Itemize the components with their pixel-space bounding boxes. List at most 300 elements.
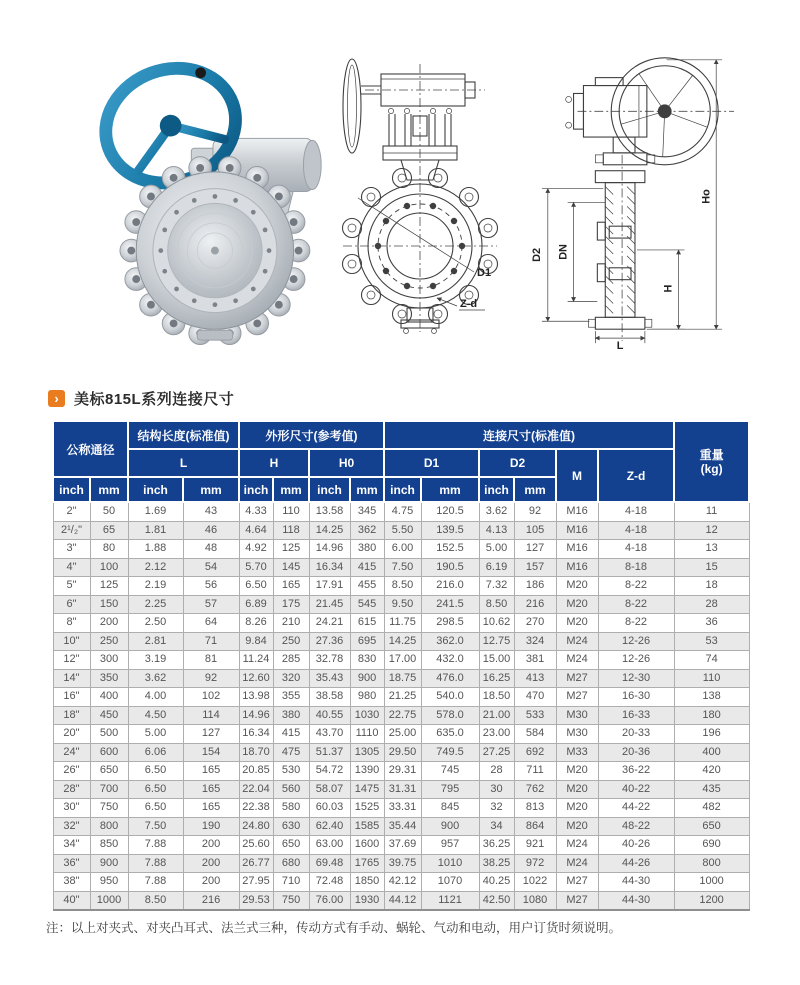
header-unit-inch: inch — [53, 477, 90, 502]
table-cell: 30 — [479, 780, 514, 799]
table-cell: 40-26 — [598, 836, 674, 855]
table-cell: 24.21 — [309, 614, 350, 633]
table-cell: 27.36 — [309, 632, 350, 651]
table-cell: 584 — [514, 725, 556, 744]
table-cell: 2.81 — [128, 632, 183, 651]
table-cell: 21.00 — [479, 706, 514, 725]
table-cell: 38.58 — [309, 688, 350, 707]
table-cell: 250 — [90, 632, 128, 651]
table-cell: 27.25 — [479, 743, 514, 762]
table-cell: 972 — [514, 854, 556, 873]
table-row — [53, 651, 749, 670]
table-cell: 127 — [514, 540, 556, 559]
table-cell: M16 — [556, 558, 598, 577]
table-cell: 11 — [674, 502, 749, 521]
table-cell: 71 — [183, 632, 239, 651]
table-cell: 12-26 — [598, 632, 674, 651]
table-cell: M30 — [556, 706, 598, 725]
table-cell: 37.69 — [384, 836, 421, 855]
table-header — [53, 421, 749, 502]
table-cell: 13.58 — [309, 502, 350, 521]
table-cell: 16" — [53, 688, 90, 707]
table-cell: 630 — [273, 817, 309, 836]
header-unit-inch: inch — [309, 477, 350, 502]
table-cell: 210 — [273, 614, 309, 633]
table-row — [53, 577, 749, 596]
table-cell: 22.38 — [239, 799, 273, 818]
table-cell: 6.50 — [128, 780, 183, 799]
table-cell: 2" — [53, 502, 90, 521]
table-cell: 1022 — [514, 873, 556, 892]
section-title — [48, 388, 234, 409]
table-cell: 1030 — [350, 706, 384, 725]
table-cell: 175 — [273, 595, 309, 614]
table-cell: 8.50 — [384, 577, 421, 596]
table-row — [53, 558, 749, 577]
table-cell: 475 — [273, 743, 309, 762]
table-cell: 20-36 — [598, 743, 674, 762]
table-cell: 745 — [421, 762, 479, 781]
table-row — [53, 762, 749, 781]
table-cell: 7.50 — [128, 817, 183, 836]
table-cell: 33.31 — [384, 799, 421, 818]
header-M: M — [556, 449, 598, 502]
table-cell: 14.96 — [309, 540, 350, 559]
table-cell: 13 — [674, 540, 749, 559]
table-cell: 36 — [674, 614, 749, 633]
table-cell: 186 — [514, 577, 556, 596]
table-cell: 362 — [350, 521, 384, 540]
table-row — [53, 688, 749, 707]
front-gearbox — [343, 59, 475, 153]
table-cell: 200 — [183, 873, 239, 892]
header-weight-line1: 重量 — [699, 447, 724, 462]
table-row — [53, 540, 749, 559]
table-cell: 830 — [350, 651, 384, 670]
dim-label-d1: D1 — [477, 267, 492, 279]
table-cell: 180 — [674, 706, 749, 725]
table-cell: 43 — [183, 502, 239, 521]
table-cell: 44-26 — [598, 854, 674, 873]
table-cell: 39.75 — [384, 854, 421, 873]
header-weight — [674, 421, 749, 502]
table-cell: 34" — [53, 836, 90, 855]
table-cell: 6.50 — [239, 577, 273, 596]
footnote: 注：以上对夹式、对夹凸耳式、法兰式三种，传动方式有手动、蜗轮、气动和电动，用户订货时须说明。 — [46, 921, 622, 935]
table-cell: 455 — [350, 577, 384, 596]
table-cell: 11.24 — [239, 651, 273, 670]
table-cell: 18.70 — [239, 743, 273, 762]
table-cell: 63.00 — [309, 836, 350, 855]
table-row — [53, 632, 749, 651]
table-cell: 4.92 — [239, 540, 273, 559]
table-cell: 44-22 — [598, 799, 674, 818]
valve-body — [136, 172, 293, 340]
header-outline-size: 外形尺寸(参考值) — [239, 421, 384, 449]
table-cell: 250 — [273, 632, 309, 651]
table-cell: 3.19 — [128, 651, 183, 670]
table-cell: 28 — [479, 762, 514, 781]
table-cell: 692 — [514, 743, 556, 762]
table-cell: 435 — [674, 780, 749, 799]
table-cell: 362.0 — [421, 632, 479, 651]
table-cell: 51.37 — [309, 743, 350, 762]
table-cell: 4-18 — [598, 521, 674, 540]
header-unit-inch: inch — [128, 477, 183, 502]
table-cell: 125 — [273, 540, 309, 559]
table-cell: 44-30 — [598, 873, 674, 892]
table-cell: 196 — [674, 725, 749, 744]
table-cell: 650 — [273, 836, 309, 855]
header-structure-length: 结构长度(标准值) — [128, 421, 239, 449]
table-cell: 1585 — [350, 817, 384, 836]
table-row — [53, 614, 749, 633]
table-cell: 750 — [90, 799, 128, 818]
table-cell: 7.50 — [384, 558, 421, 577]
table-cell: 26" — [53, 762, 90, 781]
table-row — [53, 817, 749, 836]
table-cell: 44.12 — [384, 891, 421, 910]
table-cell: 18.75 — [384, 669, 421, 688]
table-cell: 710 — [273, 873, 309, 892]
table-cell: 16.34 — [309, 558, 350, 577]
table-cell: 40.55 — [309, 706, 350, 725]
table-cell: 695 — [350, 632, 384, 651]
table-cell: 957 — [421, 836, 479, 855]
table-cell: 921 — [514, 836, 556, 855]
table-cell: 118 — [273, 521, 309, 540]
table-cell: 900 — [350, 669, 384, 688]
table-cell: 48-22 — [598, 817, 674, 836]
table-cell: 400 — [674, 743, 749, 762]
table-cell: 125 — [90, 577, 128, 596]
table-cell: M27 — [556, 873, 598, 892]
front-view-svg — [325, 50, 515, 338]
table-cell: 10" — [53, 632, 90, 651]
table-row — [53, 706, 749, 725]
table-cell: 22.04 — [239, 780, 273, 799]
table-cell: 1200 — [674, 891, 749, 910]
table-cell: 1305 — [350, 743, 384, 762]
table-cell: 216 — [514, 595, 556, 614]
table-cell: 57 — [183, 595, 239, 614]
table-cell: 32" — [53, 817, 90, 836]
table-cell: M33 — [556, 743, 598, 762]
table-row — [53, 743, 749, 762]
table-cell: 320 — [273, 669, 309, 688]
table-cell: M27 — [556, 891, 598, 910]
table-cell: 216.0 — [421, 577, 479, 596]
table-cell: 36.25 — [479, 836, 514, 855]
table-cell: 200 — [90, 614, 128, 633]
table-cell: 12-26 — [598, 651, 674, 670]
table-cell: 16-33 — [598, 706, 674, 725]
table-cell: 690 — [674, 836, 749, 855]
table-cell: 1930 — [350, 891, 384, 910]
table-cell: 540.0 — [421, 688, 479, 707]
header-D1: D1 — [384, 449, 479, 477]
header-unit-mm: mm — [90, 477, 128, 502]
table-cell: 381 — [514, 651, 556, 670]
table-cell: 35.43 — [309, 669, 350, 688]
table-cell: 345 — [350, 502, 384, 521]
table-cell: 1000 — [90, 891, 128, 910]
table-cell: 545 — [350, 595, 384, 614]
table-body — [53, 502, 749, 910]
table-cell: 6.89 — [239, 595, 273, 614]
table-cell: 2¹/₂" — [53, 521, 90, 540]
table-cell: 13.98 — [239, 688, 273, 707]
table-cell: 190 — [183, 817, 239, 836]
table-cell: 24" — [53, 743, 90, 762]
table-cell: 7.88 — [128, 836, 183, 855]
section-title-text: 美标815L系列连接尺寸 — [74, 391, 235, 408]
table-row — [53, 854, 749, 873]
table-cell: 600 — [90, 743, 128, 762]
table-cell: 482 — [674, 799, 749, 818]
table-cell: 120.5 — [421, 502, 479, 521]
table-cell: 900 — [90, 854, 128, 873]
table-cell: 38" — [53, 873, 90, 892]
table-cell: 864 — [514, 817, 556, 836]
table-cell: 12" — [53, 651, 90, 670]
table-cell: 60.03 — [309, 799, 350, 818]
table-cell: 476.0 — [421, 669, 479, 688]
table-cell: 415 — [350, 558, 384, 577]
table-cell: 5.50 — [384, 521, 421, 540]
table-cell: 355 — [273, 688, 309, 707]
table-cell: 50 — [90, 502, 128, 521]
table-row — [53, 799, 749, 818]
table-cell: 3" — [53, 540, 90, 559]
table-cell: 380 — [273, 706, 309, 725]
table-row — [53, 669, 749, 688]
header-D2: D2 — [479, 449, 556, 477]
header-weight-line2: (kg) — [700, 461, 723, 476]
table-cell: 4.75 — [384, 502, 421, 521]
table-cell: 40.25 — [479, 873, 514, 892]
table-cell: 1010 — [421, 854, 479, 873]
table-cell: 28 — [674, 595, 749, 614]
table-cell: 1390 — [350, 762, 384, 781]
table-cell: 12-30 — [598, 669, 674, 688]
table-cell: 30" — [53, 799, 90, 818]
table-cell: 58.07 — [309, 780, 350, 799]
table-cell: M20 — [556, 780, 598, 799]
table-cell: 76.00 — [309, 891, 350, 910]
table-cell: 700 — [90, 780, 128, 799]
table-cell: 80 — [90, 540, 128, 559]
valve-photo-svg — [95, 42, 325, 347]
table-cell: 635.0 — [421, 725, 479, 744]
table-cell: 8-22 — [598, 577, 674, 596]
table-cell: 12 — [674, 521, 749, 540]
side-dim-dn — [558, 202, 606, 301]
table-cell: 533 — [514, 706, 556, 725]
table-cell: 4-18 — [598, 502, 674, 521]
table-cell: M27 — [556, 669, 598, 688]
header-unit-mm: mm — [514, 477, 556, 502]
table-cell: 6.50 — [128, 799, 183, 818]
table-cell: 980 — [350, 688, 384, 707]
table-cell: 14" — [53, 669, 90, 688]
table-cell: M20 — [556, 762, 598, 781]
table-cell: 2.50 — [128, 614, 183, 633]
table-cell: 15 — [674, 558, 749, 577]
table-cell: 190.5 — [421, 558, 479, 577]
table-cell: 8-18 — [598, 558, 674, 577]
table-cell: 850 — [90, 836, 128, 855]
table-cell: 950 — [90, 873, 128, 892]
table-cell: 800 — [674, 854, 749, 873]
table-cell: 1110 — [350, 725, 384, 744]
table-cell: 29.50 — [384, 743, 421, 762]
table-cell: 105 — [514, 521, 556, 540]
table-cell: 5.00 — [479, 540, 514, 559]
table-cell: 415 — [273, 725, 309, 744]
table-row — [53, 780, 749, 799]
table-cell: 8-22 — [598, 595, 674, 614]
valve-photo — [95, 42, 325, 347]
dim-label-h: H — [662, 284, 675, 293]
table-cell: 138 — [674, 688, 749, 707]
table-cell: 200 — [183, 836, 239, 855]
table-cell: 578.0 — [421, 706, 479, 725]
table-cell: 1475 — [350, 780, 384, 799]
header-Zd: Z-d — [598, 449, 674, 502]
table-cell: 795 — [421, 780, 479, 799]
table-cell: 81 — [183, 651, 239, 670]
table-cell: 813 — [514, 799, 556, 818]
table-cell: 42.12 — [384, 873, 421, 892]
table-cell: 900 — [421, 817, 479, 836]
table-cell: 18" — [53, 706, 90, 725]
table-cell: M20 — [556, 595, 598, 614]
table-cell: 64 — [183, 614, 239, 633]
table-cell: 92 — [514, 502, 556, 521]
table-cell: 14.25 — [384, 632, 421, 651]
table-cell: 7.88 — [128, 854, 183, 873]
table-cell: 7.88 — [128, 873, 183, 892]
table-cell: 16-30 — [598, 688, 674, 707]
side-gearbox — [566, 78, 647, 137]
table-cell: 1.69 — [128, 502, 183, 521]
table-cell: 6.00 — [384, 540, 421, 559]
table-cell: 14.96 — [239, 706, 273, 725]
table-cell: 15.00 — [479, 651, 514, 670]
table-row — [53, 873, 749, 892]
dim-label-l: L — [616, 340, 624, 350]
table-cell: 380 — [350, 540, 384, 559]
table-cell: 4-18 — [598, 540, 674, 559]
header-unit-mm: mm — [350, 477, 384, 502]
table-cell: 615 — [350, 614, 384, 633]
table-cell: 72.48 — [309, 873, 350, 892]
table-cell: 845 — [421, 799, 479, 818]
table-cell: 216 — [183, 891, 239, 910]
table-cell: 54 — [183, 558, 239, 577]
table-cell: 18 — [674, 577, 749, 596]
table-cell: 750 — [273, 891, 309, 910]
table-cell: 150 — [90, 595, 128, 614]
table-cell: 2.25 — [128, 595, 183, 614]
table-cell: 1.88 — [128, 540, 183, 559]
table-cell: 1.81 — [128, 521, 183, 540]
table-cell: 23.00 — [479, 725, 514, 744]
table-cell: 8" — [53, 614, 90, 633]
header-connection-size: 连接尺寸(标准值) — [384, 421, 674, 449]
dim-label-dn: DN — [557, 244, 570, 260]
table-cell: 25.60 — [239, 836, 273, 855]
table-cell: 35.44 — [384, 817, 421, 836]
table-cell: 1850 — [350, 873, 384, 892]
table-cell: 157 — [514, 558, 556, 577]
table-cell: 110 — [674, 669, 749, 688]
table-row — [53, 595, 749, 614]
table-cell: 165 — [273, 577, 309, 596]
table-cell: 165 — [183, 762, 239, 781]
table-cell: 420 — [674, 762, 749, 781]
table-cell: 1765 — [350, 854, 384, 873]
table-cell: 56 — [183, 577, 239, 596]
dim-label-zd: Z-d — [460, 298, 478, 310]
table-cell: 2.12 — [128, 558, 183, 577]
table-cell: 8.50 — [479, 595, 514, 614]
table-cell: 17.91 — [309, 577, 350, 596]
dim-label-d2: D2 — [530, 247, 543, 262]
table-cell: 11.75 — [384, 614, 421, 633]
table-cell: 270 — [514, 614, 556, 633]
table-cell: 74 — [674, 651, 749, 670]
table-cell: 4.13 — [479, 521, 514, 540]
table-cell: 165 — [183, 780, 239, 799]
table-cell: 711 — [514, 762, 556, 781]
table-cell: 9.84 — [239, 632, 273, 651]
table-cell: 18.50 — [479, 688, 514, 707]
table-cell: 285 — [273, 651, 309, 670]
table-cell: 42.50 — [479, 891, 514, 910]
table-cell: 110 — [273, 502, 309, 521]
header-L: L — [128, 449, 239, 477]
header-nominal-diameter: 公称通径 — [53, 421, 128, 477]
table-cell: 298.5 — [421, 614, 479, 633]
table-cell: 20" — [53, 725, 90, 744]
side-view-svg — [525, 38, 740, 350]
table-cell: 4" — [53, 558, 90, 577]
table-cell: 1600 — [350, 836, 384, 855]
table-cell: 650 — [674, 817, 749, 836]
table-cell: 34 — [479, 817, 514, 836]
table-cell: M20 — [556, 817, 598, 836]
table-row — [53, 891, 749, 910]
table-cell: 560 — [273, 780, 309, 799]
table-cell: 1070 — [421, 873, 479, 892]
table-cell: 26.77 — [239, 854, 273, 873]
table-cell: 4.50 — [128, 706, 183, 725]
table-cell: 36" — [53, 854, 90, 873]
table-cell: 28" — [53, 780, 90, 799]
table-cell: 32.78 — [309, 651, 350, 670]
table-cell: M24 — [556, 854, 598, 873]
table-cell: 413 — [514, 669, 556, 688]
header-unit-inch: inch — [384, 477, 421, 502]
table-cell: 3.62 — [479, 502, 514, 521]
table-cell: 46 — [183, 521, 239, 540]
table-cell: 800 — [90, 817, 128, 836]
table-cell: 9.50 — [384, 595, 421, 614]
table-cell: 22.75 — [384, 706, 421, 725]
table-cell: 4.00 — [128, 688, 183, 707]
